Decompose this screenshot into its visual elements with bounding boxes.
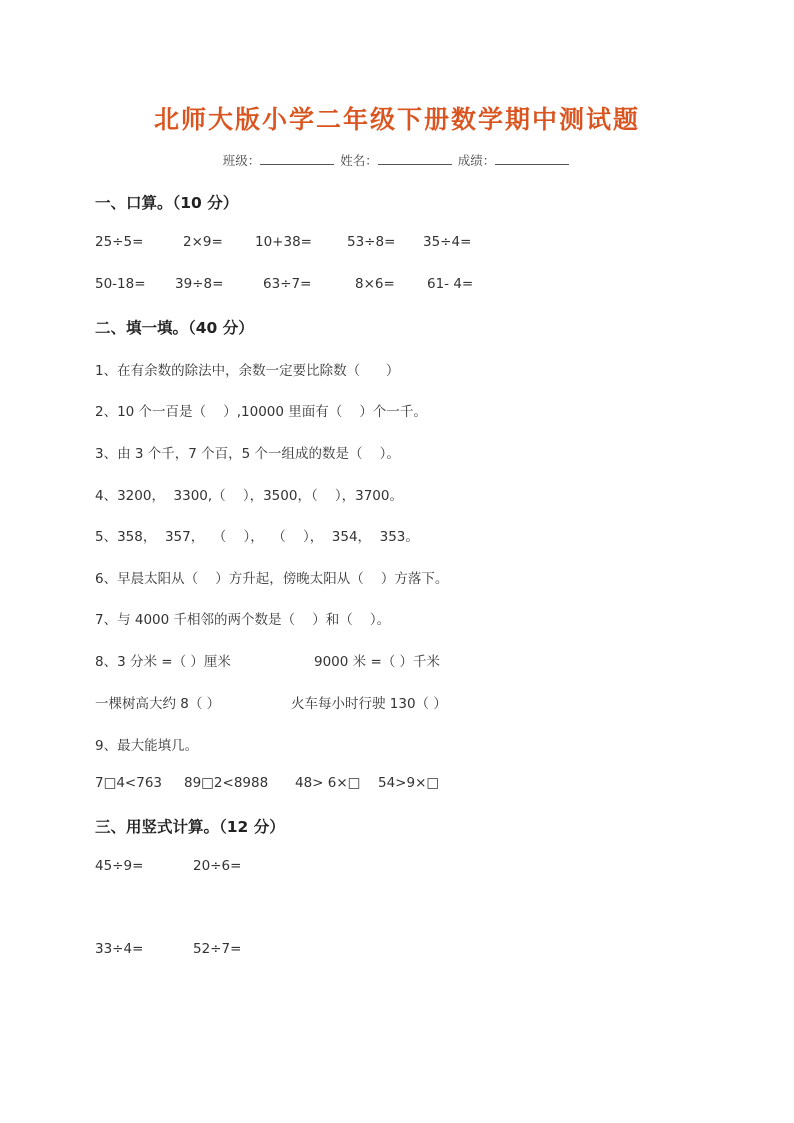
score-label: 成绩： — [457, 153, 496, 168]
question-4: 4、3200， 3300,（ ），3500，（ ），3700。 — [95, 488, 403, 504]
question-6: 6、早晨太阳从（ ）方升起，傍晚太阳从（ ）方落下。 — [95, 571, 449, 587]
question-8-part-b: 9000 米 =（ ）千米 — [314, 654, 441, 670]
section-1-heading: 一、口算。（10 分） — [95, 194, 239, 212]
mental-math-item: 63÷7= — [263, 276, 312, 292]
section-2-heading: 二、填一填。（40 分） — [95, 319, 254, 337]
mental-math-item: 35÷4= — [423, 234, 472, 250]
vertical-calc-item: 52÷7= — [193, 941, 242, 957]
question-8-part-c: 一棵树高大约 8（ ） — [95, 696, 221, 712]
mental-math-item: 50-18= — [95, 276, 146, 292]
question-3: 3、由 3 个千，7 个百，5 个一组成的数是（ ）。 — [95, 446, 400, 462]
question-9-item: 89□2<8988 — [184, 775, 269, 791]
question-5: 5、358， 357， （ ）， （ ）， 354， 353。 — [95, 529, 419, 545]
mental-math-item: 2×9= — [183, 234, 223, 250]
question-9: 9、最大能填几。 — [95, 738, 199, 754]
mental-math-item: 53÷8= — [347, 234, 396, 250]
class-label: 班级： — [222, 153, 261, 168]
question-7: 7、与 4000 千相邻的两个数是（ ）和（ ）。 — [95, 612, 391, 628]
question-8-part-a: 8、3 分米 =（ ）厘米 — [95, 654, 231, 670]
question-1: 1、在有余数的除法中，余数一定要比除数（ ） — [95, 363, 400, 379]
mental-math-item: 8×6= — [355, 276, 395, 292]
mental-math-item: 39÷8= — [175, 276, 224, 292]
name-label: 姓名： — [340, 153, 378, 168]
vertical-calc-item: 45÷9= — [95, 858, 144, 874]
vertical-calc-item: 33÷4= — [95, 941, 144, 957]
class-blank[interactable] — [260, 152, 334, 165]
question-9-item: 48> 6×□ — [295, 775, 361, 791]
section-3-heading: 三、用竖式计算。（12 分） — [95, 818, 285, 836]
mental-math-item: 61- 4= — [427, 276, 474, 292]
mental-math-item: 10+38= — [255, 234, 312, 250]
mental-math-item: 25÷5= — [95, 234, 144, 250]
score-blank[interactable] — [495, 152, 569, 165]
question-9-item: 54>9×□ — [378, 775, 440, 791]
question-2: 2、10 个一百是（ ）,10000 里面有（ ）个一千。 — [95, 404, 427, 420]
question-8-part-d: 火车每小时行驶 130（ ） — [291, 696, 447, 712]
student-info-line — [0, 151, 794, 169]
name-blank[interactable] — [378, 152, 452, 165]
vertical-calc-item: 20÷6= — [193, 858, 242, 874]
page-title: 北师大版小学二年级下册数学期中测试题 — [153, 105, 640, 134]
question-9-item: 7□4<763 — [95, 775, 163, 791]
